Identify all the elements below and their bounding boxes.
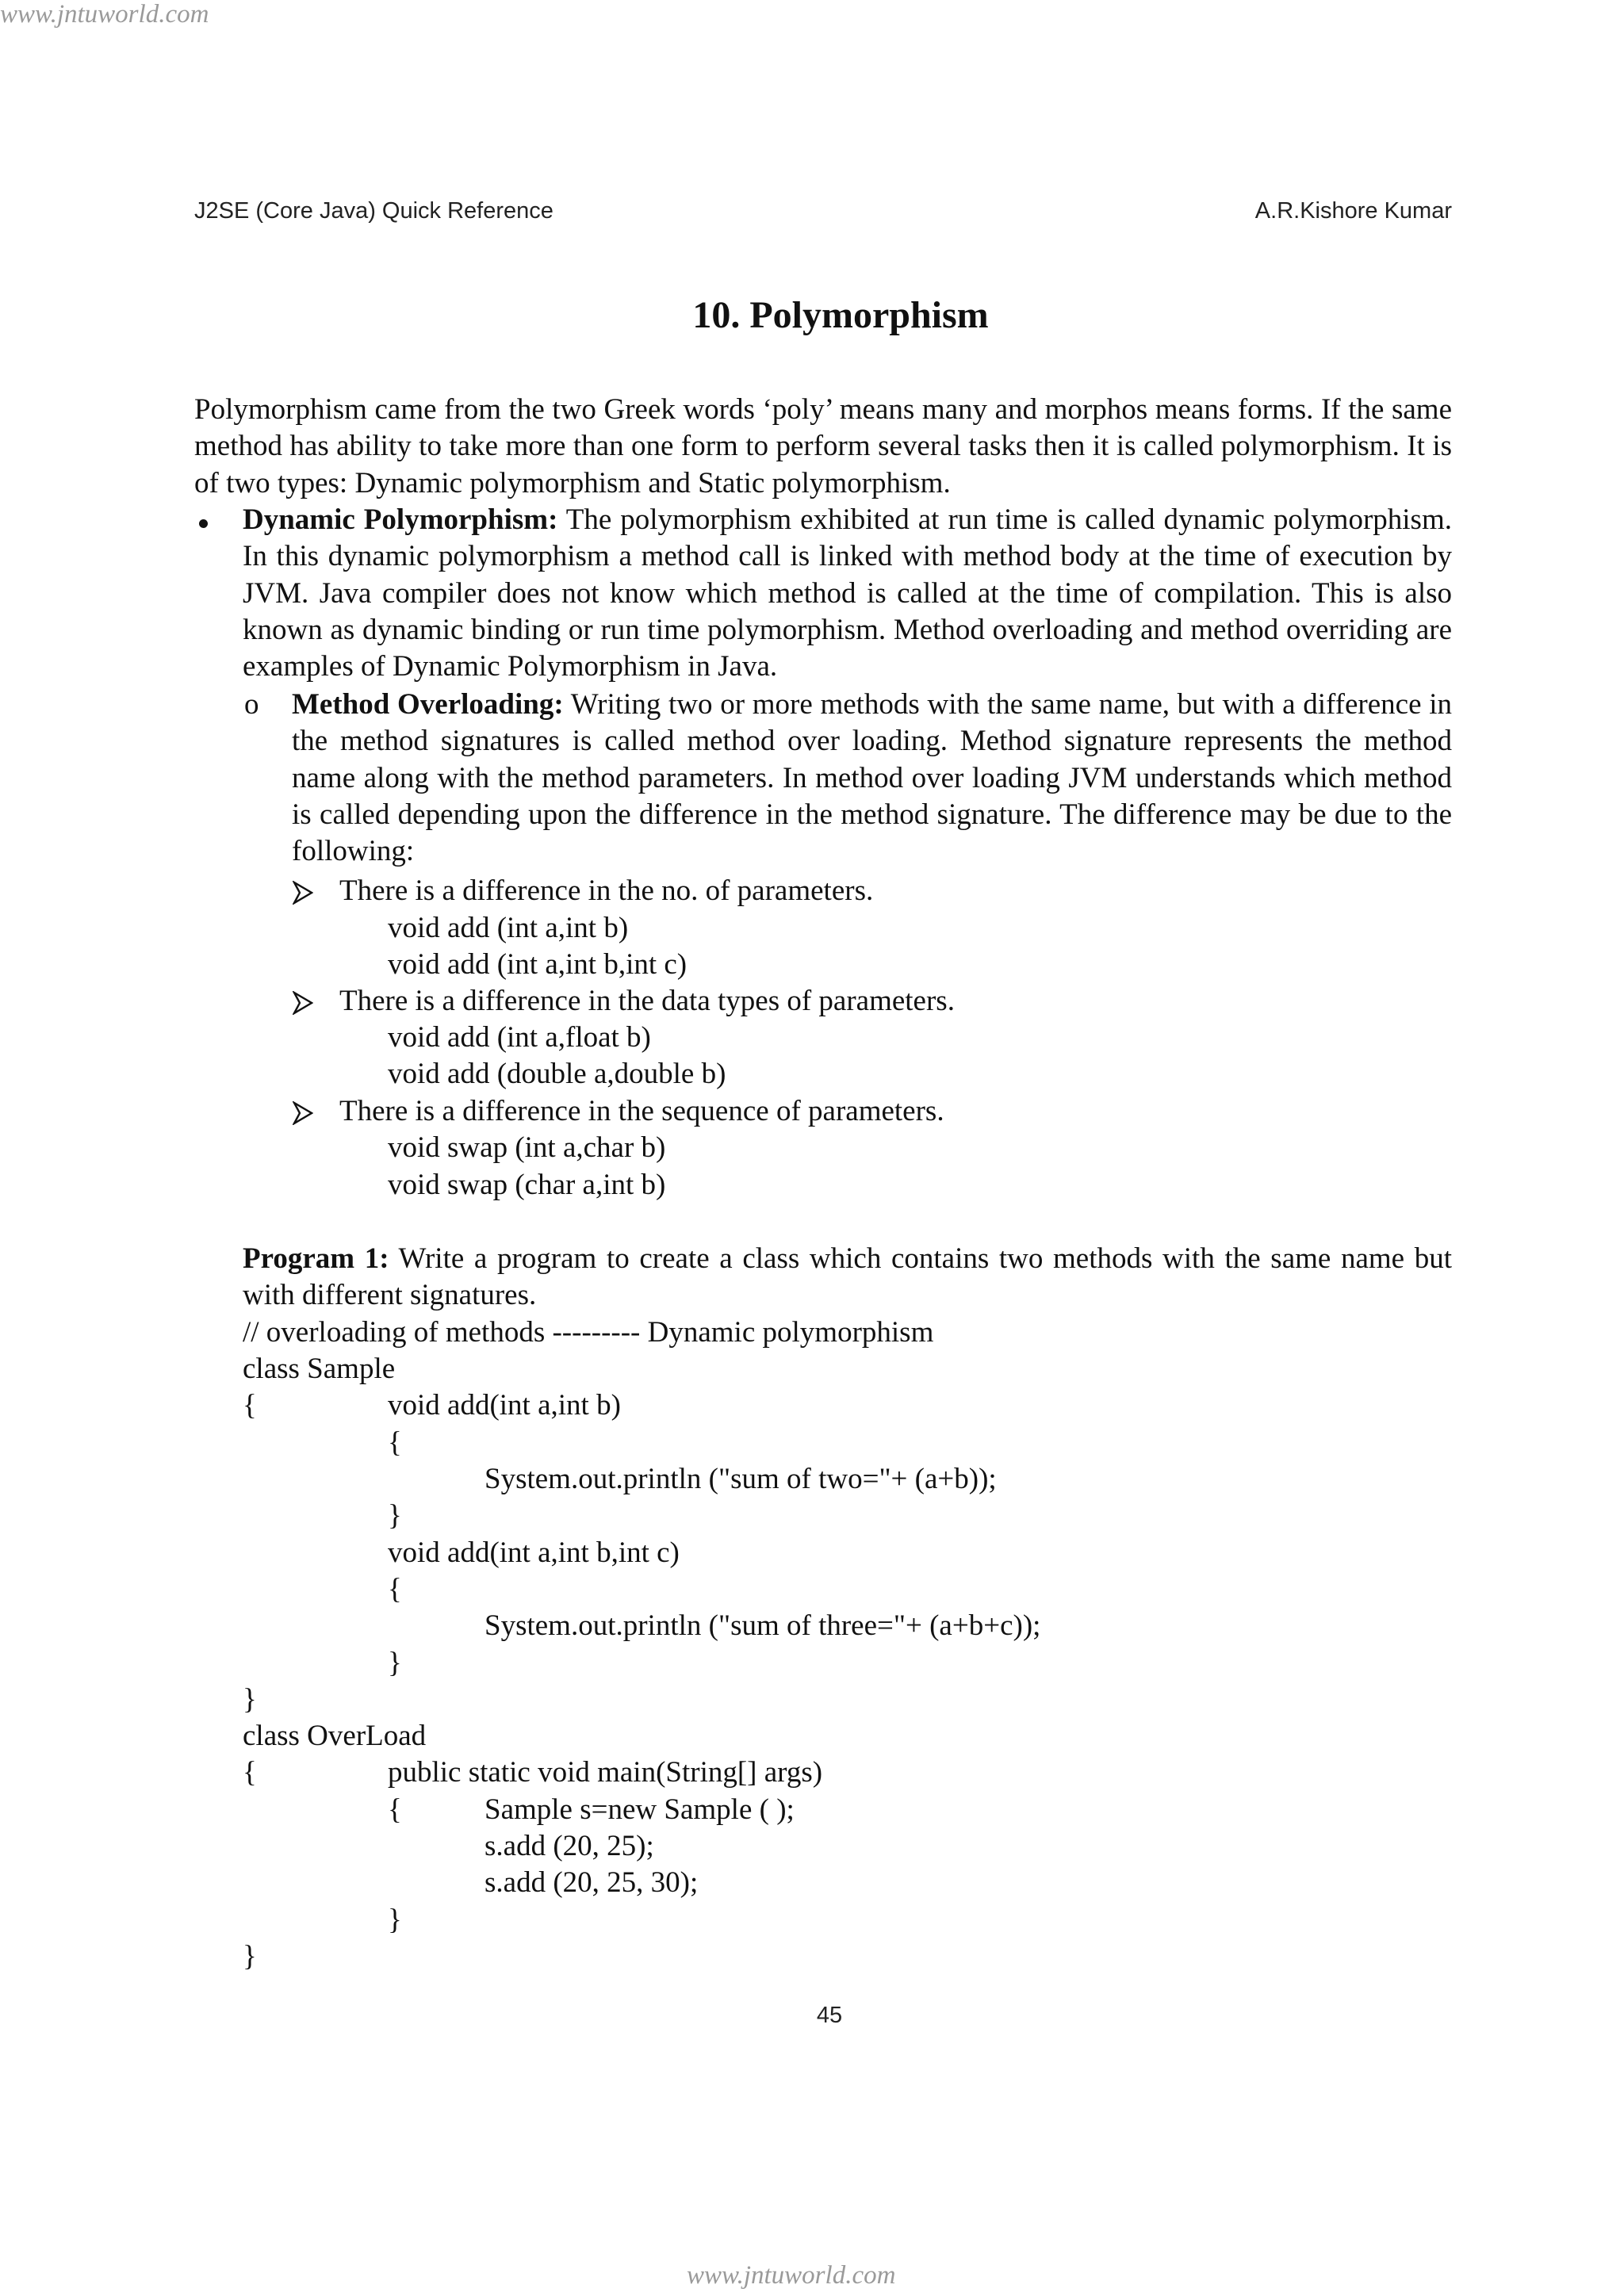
method-overloading-label: Method Overloading: (292, 688, 564, 721)
code-line-brace: { (388, 1426, 402, 1459)
program-1-label: Program 1: (243, 1242, 389, 1275)
code-line-brace: } (388, 1904, 402, 1936)
dynamic-polymorphism-label: Dynamic Polymorphism: (243, 503, 558, 536)
page-number: 45 (816, 2003, 843, 2028)
code-line-println-two: System.out.println ("sum of two="+ (a+b)); (485, 1463, 997, 1495)
case-1-example-2: void add (int a,int b,int c) (388, 948, 688, 981)
arrow-bullet-icon (293, 1101, 313, 1125)
code-line-call-add-three: s.add (20, 25, 30); (485, 1866, 699, 1899)
arrow-bullet-icon (293, 881, 313, 905)
code-line-brace: } (388, 1647, 402, 1679)
header-book-title: J2SE (Core Java) Quick Reference (194, 198, 553, 224)
code-line-brace: } (243, 1940, 257, 1973)
case-2-text: There is a difference in the data types of parameters. (339, 985, 955, 1017)
bullet-dot-icon (199, 519, 208, 528)
sub-bullet-marker: o (244, 688, 259, 721)
intro-paragraph: Polymorphism came from the two Greek words ‘poly’ means many and morphos means forms. If the same method has ability to take more than one form to perform several tasks then it is called polymorphism. It is of two types: Dynamic polymorphism and Static polymorphism. (194, 393, 1452, 499)
code-line-brace: } (243, 1683, 257, 1716)
code-line-brace: { (243, 1389, 257, 1422)
watermark-top: www.jntuworld.com (0, 0, 209, 29)
method-overloading-text: Writing two or more methods with the same name, but with a difference in the method signatures is called method over loading. Method signature represents the method name along with the method parameters. In method over loading JVM understands which method is called depending upon the difference in the method signature. The difference may be due to the following: (292, 688, 1452, 868)
code-line-main-method: public static void main(String[] args) (388, 1756, 823, 1789)
method-overloading-item (292, 687, 1452, 870)
dynamic-polymorphism-item (243, 502, 1452, 685)
program-1-description (243, 1241, 1452, 1314)
dynamic-polymorphism-text: The polymorphism exhibited at run time is called dynamic polymorphism. In this dynamic polymorphism a method call is linked with method body at the time of execution by JVM. Java compiler does not know which method is called at the time of compilation. This is also known as dynamic binding or run time polymorphism. Method overloading and method overriding are examples of Dynamic Polymorphism in Java. (243, 503, 1452, 683)
case-2-example-1: void add (int a,float b) (388, 1021, 651, 1054)
code-line-call-add-two: s.add (20, 25); (485, 1830, 654, 1862)
code-line-class-sample: class Sample (243, 1353, 396, 1385)
case-3-text: There is a difference in the sequence of parameters. (339, 1095, 944, 1127)
code-line-method-add-three: void add(int a,int b,int c) (388, 1536, 680, 1569)
header-author: A.R.Kishore Kumar (1254, 198, 1452, 224)
chapter-title: 10. Polymorphism (692, 294, 989, 336)
code-line-brace: { (388, 1793, 402, 1826)
program-1-text: Write a program to create a class which contains two methods with the same name but with different signatures. (243, 1242, 1452, 1312)
code-line-brace: } (388, 1499, 402, 1532)
code-line-brace: { (388, 1573, 402, 1605)
case-2-example-2: void add (double a,double b) (388, 1058, 726, 1090)
code-line-method-add-two: void add(int a,int b) (388, 1389, 621, 1422)
code-line-println-three: System.out.println ("sum of three="+ (a+b+c)); (485, 1609, 1041, 1642)
case-1-text: There is a difference in the no. of parameters. (339, 874, 874, 907)
case-1-example-1: void add (int a,int b) (388, 912, 629, 944)
code-line-comment: // overloading of methods --------- Dynamic polymorphism (243, 1316, 934, 1349)
arrow-bullet-icon (293, 991, 313, 1015)
watermark-bottom: www.jntuworld.com (687, 2261, 896, 2290)
case-3-example-2: void swap (char a,int b) (388, 1169, 666, 1201)
code-line-class-overload: class OverLoad (243, 1720, 427, 1752)
code-line-new-sample: Sample s=new Sample ( ); (485, 1793, 795, 1826)
case-3-example-1: void swap (int a,char b) (388, 1131, 666, 1164)
code-line-brace: { (243, 1756, 257, 1789)
